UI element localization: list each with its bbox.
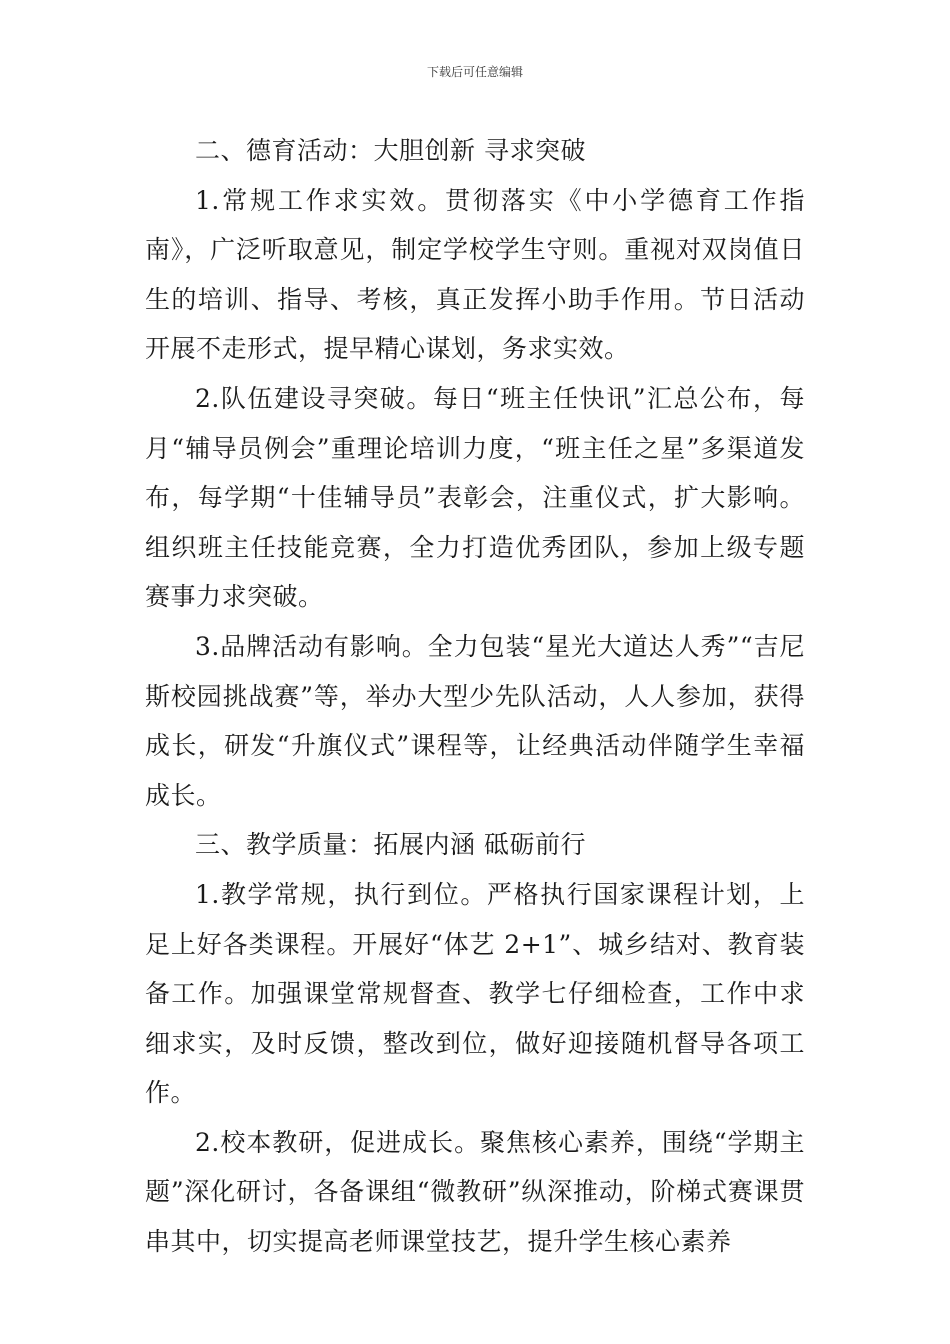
document-body <box>145 126 805 1267</box>
page-header: 下载后可任意编辑 <box>426 65 523 79</box>
paragraph-brand-activities: 3.品牌活动有影响。全力包装“星光大道达人秀”“吉尼斯校园挑战赛”等，举办大型少先队活动，人人参加，获得成长，研发“升旗仪式”课程等，让经典活动伴随学生幸福成长。 <box>145 631 805 810</box>
section-heading-teaching-quality: 三、教学质量：拓展内涵 砥砺前行 <box>195 830 586 860</box>
section-heading-moral-education: 二、德育活动：大胆创新 寻求突破 <box>195 136 586 165</box>
paragraph-teaching-routine: 1.教学常规，执行到位。严格执行国家课程计划，上足上好各类课程。开展好“体艺 2+1”、城乡结对、教育装备工作。加强课堂常规督查、教学七仔细检查，工作中求细求实，及时反馈，整改到位，做好迎接随机督导各项工作。 <box>145 879 805 1108</box>
paragraph-team-building: 2.队伍建设寻突破。每日“班主任快讯”汇总公布，每月“辅导员例会”重理论培训力度，“班主任之星”多渠道发布，每学期“十佳辅导员”表彰会，注重仪式，扩大影响。组织班主任技能竞赛，全力打造优秀团队，参加上级专题赛事力求突破。 <box>145 383 805 612</box>
paragraph-routine-work: 1.常规工作求实效。贯彻落实《中小学德育工作指南》，广泛听取意见，制定学校学生守则。重视对双岗值日生的培训、指导、考核，真正发挥小助手作用。节日活动开展不走形式，提早精心谋划，务求实效。 <box>145 185 805 364</box>
paragraph-school-research: 2.校本教研，促进成长。聚焦核心素养，围绕“学期主题”深化研讨，各备课组“微教研”纵深推动，阶梯式赛课贯串其中，切实提高老师课堂技艺，提升学生核心素养 <box>145 1127 805 1257</box>
